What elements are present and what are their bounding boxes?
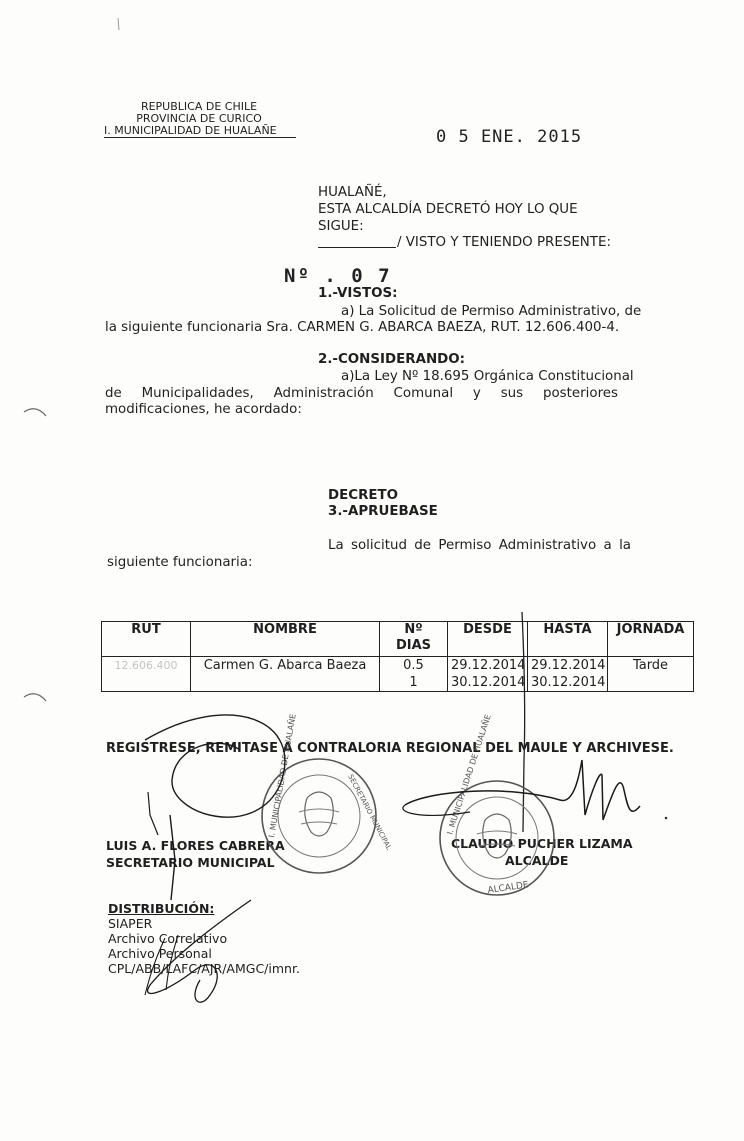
cell-hasta (528, 657, 608, 692)
signature-right-loop (403, 805, 470, 815)
pen-dot (665, 817, 668, 820)
intro-blank-line (318, 247, 396, 248)
scan-mark (118, 18, 119, 30)
decreto-heading: DECRETO (328, 488, 399, 503)
scan-mark (24, 694, 46, 701)
intro-sigue: SIGUE: (318, 219, 364, 234)
permission-table (101, 621, 694, 692)
scan-mark (24, 409, 46, 416)
stamp-left-text: I. MUNICIPALIDAD DE HUALAÑE (267, 713, 298, 839)
cell-rut (102, 657, 191, 692)
decreto-line2: siguiente funcionaria: (107, 555, 253, 570)
stamp-right-bottom-text: ALCALDE (487, 880, 530, 896)
col-dias: Nº DIAS (380, 622, 448, 657)
vistos-line2: la siguiente funcionaria Sra. CARMEN G. ABARCA BAEZA, RUT. 12.606.400-4. (105, 320, 620, 335)
header-municipality: I. MUNICIPALIDAD DE HUALAÑE (104, 125, 296, 138)
signature-left-title: SECRETARIO MUNICIPAL (106, 855, 275, 870)
stamp-left-side-text: SECRETARIO MUNICIPAL (346, 773, 393, 852)
hasta-1: 29.12.2014 (531, 658, 606, 673)
signature-left-name: LUIS A. FLORES CABRERA (106, 838, 285, 853)
considerando-heading: 2.-CONSIDERANDO: (318, 352, 466, 367)
header-province: PROVINCIA DE CURICO (136, 112, 262, 125)
intro-place: HUALAÑÉ, (318, 185, 387, 200)
col-rut: RUT (102, 622, 191, 657)
considerando-line1: a)La Ley Nº 18.695 Orgánica Constitucional (341, 369, 634, 384)
hasta-2: 30.12.2014 (531, 675, 606, 690)
distribution-heading: DISTRIBUCIÓN: (108, 901, 215, 916)
considerando-line2: de Municipalidades, Administración Comunal y sus posteriores (105, 386, 618, 401)
table-row (102, 657, 694, 692)
stamp-right-text: I. MUNICIPALIDAD DE HUALAÑE (445, 713, 493, 836)
col-nombre: NOMBRE (191, 622, 380, 657)
considerando-line3: modificaciones, he acordado: (105, 402, 302, 417)
cell-jornada: Tarde (608, 657, 694, 692)
cell-nombre: Carmen G. Abarca Baeza (191, 657, 380, 692)
col-desde: DESDE (448, 622, 528, 657)
col-jornada: JORNADA (608, 622, 694, 657)
signature-right-name: CLAUDIO PUCHER LIZAMA (451, 836, 633, 851)
vistos-line1: a) La Solicitud de Permiso Administrativo, de (341, 304, 642, 319)
cell-dias (380, 657, 448, 692)
date-stamp: 0 5 ENE. 2015 (436, 127, 583, 147)
decreto-line1: La solicitud de Permiso Administrativo a la (328, 538, 631, 553)
desde-2: 30.12.2014 (451, 675, 526, 690)
distribution-item: Archivo Personal (108, 946, 212, 961)
signature-right-title: ALCALDE (505, 853, 569, 868)
col-hasta: HASTA (528, 622, 608, 657)
distribution-item: CPL/ABB/LAFC/AJR/AMGC/imnr. (108, 961, 300, 976)
desde-1: 29.12.2014 (451, 658, 526, 673)
distribution-item: SIAPER (108, 916, 153, 931)
table-header-row (102, 622, 694, 657)
distribution-item: Archivo Correlativo (108, 931, 228, 946)
decree-number: Nº . 0 7 (284, 265, 392, 287)
rut-value: 12.606.400 (114, 659, 178, 672)
cell-desde (448, 657, 528, 692)
dias-1: 0.5 (403, 658, 424, 673)
intro-visto: / VISTO Y TENIENDO PRESENTE: (397, 235, 611, 250)
dias-2: 1 (409, 675, 418, 690)
intro-alcaldia: ESTA ALCALDÍA DECRETÓ HOY LO QUE (318, 202, 578, 217)
secretary-stamp (262, 759, 376, 873)
signature-right-scribble (405, 760, 640, 820)
closing-line: REGISTRESE, REMITASE A CONTRALORIA REGIONAL DEL MAULE Y ARCHIVESE. (106, 741, 674, 756)
decreto-subheading: 3.-APRUEBASE (328, 504, 438, 519)
vistos-heading: 1.-VISTOS: (318, 286, 398, 301)
signature-left-tail (148, 792, 158, 835)
header-republic: REPUBLICA DE CHILE (140, 100, 258, 113)
